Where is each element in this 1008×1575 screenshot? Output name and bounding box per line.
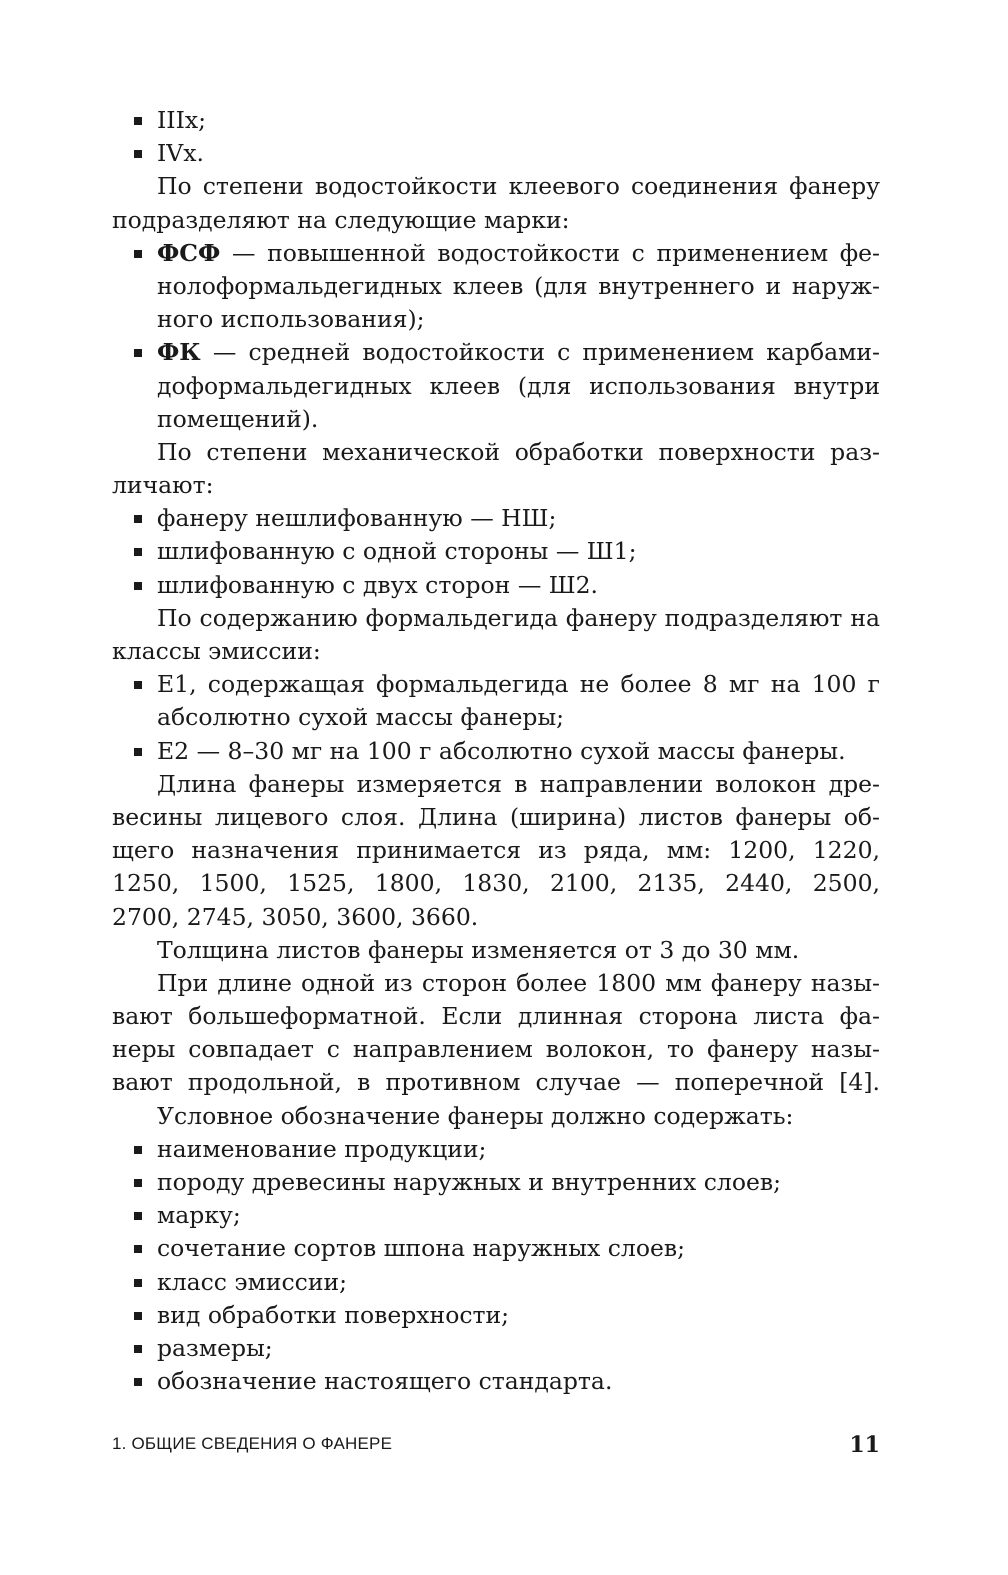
bullet-icon <box>134 1312 142 1320</box>
term-bold: ФСФ <box>157 238 221 267</box>
line-text: ного использования); <box>157 305 425 334</box>
list-item <box>112 1166 880 1199</box>
bullet-icon <box>134 150 142 158</box>
list-item <box>112 1199 880 1232</box>
paragraph-line <box>112 934 880 967</box>
list-item <box>112 569 880 602</box>
paragraph-line <box>112 801 880 834</box>
bullet-icon <box>134 349 142 357</box>
line-text: Е1, содержащая формальдегида не более 8 мг на 100 г <box>157 670 880 699</box>
line-text: породу древесины наружных и внутренних слоев; <box>157 1168 782 1196</box>
line-text: класс эмиссии; <box>157 1267 348 1296</box>
line-text: По степени водостойкости клеевого соединения фанеру <box>157 172 880 201</box>
line-text: марку; <box>157 1201 241 1230</box>
line-text: IVx. <box>157 139 204 168</box>
bullet-icon <box>134 1212 142 1220</box>
list-item <box>112 1266 880 1299</box>
page-number: 11 <box>849 1432 880 1458</box>
list-item <box>112 1133 880 1166</box>
paragraph-line <box>112 469 880 502</box>
line-text: наименование продукции; <box>157 1134 487 1163</box>
bullet-icon <box>134 250 142 258</box>
list-item <box>112 1232 880 1265</box>
list-item <box>112 1332 880 1365</box>
paragraph-line <box>112 436 880 469</box>
paragraph-line <box>112 834 880 867</box>
line-text: шлифованную с одной стороны — Ш1; <box>157 537 637 566</box>
line-text: вают большеформатной. Если длинная сторона листа фа- <box>112 1002 880 1031</box>
line-text: помещений). <box>157 404 319 433</box>
list-item-continuation <box>112 270 880 303</box>
line-text: — повышенной водостойкости с применением фе- <box>220 238 880 267</box>
list-item <box>112 1299 880 1332</box>
line-text: сочетание сортов шпона наружных слоев; <box>157 1234 686 1263</box>
list-item-continuation <box>112 370 880 403</box>
bullet-icon <box>134 681 142 689</box>
list-item <box>112 237 880 270</box>
line-text: Длина фанеры измеряется в направлении волокон дре- <box>157 769 880 798</box>
line-text: По степени механической обработки поверхности раз- <box>157 437 880 466</box>
line-text: классы эмиссии: <box>112 637 321 665</box>
bullet-icon <box>134 748 142 756</box>
line-text: Е2 — 8–30 мг на 100 г абсолютно сухой массы фанеры. <box>157 736 846 765</box>
line-text: фанеру нешлифованную — НШ; <box>157 504 557 533</box>
list-item-continuation <box>112 403 880 436</box>
bullet-icon <box>134 548 142 556</box>
paragraph-line <box>112 768 880 801</box>
paragraph-line <box>112 867 880 900</box>
line-text: обозначение настоящего стандарта. <box>157 1367 613 1396</box>
list-item-continuation <box>112 701 880 734</box>
bullet-icon <box>134 1245 142 1253</box>
list-item <box>112 336 880 369</box>
list-item <box>112 502 880 535</box>
paragraph-line <box>112 1000 880 1033</box>
bullet-icon <box>134 1146 142 1154</box>
paragraph-line <box>112 901 880 934</box>
line-text: нолоформальдегидных клеев (для внутреннего и наруж- <box>157 271 880 300</box>
line-text: вают продольной, в противном случае — поперечной [4]. <box>112 1068 880 1097</box>
paragraph-line <box>112 204 880 237</box>
line-text: Условное обозначение фанеры должно содержать: <box>157 1101 794 1130</box>
list-item <box>112 535 880 568</box>
paragraph-line <box>112 635 880 668</box>
line-text: шлифованную с двух сторон — Ш2. <box>157 570 599 599</box>
line-text: неры совпадает с направлением волокон, то фанеру назы- <box>112 1035 880 1064</box>
paragraph-line <box>112 1033 880 1066</box>
line-text: По содержанию формальдегида фанеру подразделяют на <box>157 603 880 632</box>
list-item <box>112 668 880 701</box>
line-text: Толщина листов фанеры изменяется от 3 до 30 мм. <box>157 935 800 964</box>
list-item <box>112 137 880 170</box>
line-text: 2700, 2745, 3050, 3600, 3660. <box>112 902 479 931</box>
paragraph-line <box>112 967 880 1000</box>
list-item <box>112 735 880 768</box>
paragraph-line <box>112 1066 880 1099</box>
bullet-icon <box>134 1345 142 1353</box>
bullet-icon <box>134 1179 142 1187</box>
bullet-icon <box>134 515 142 523</box>
list-item <box>112 104 880 137</box>
term-bold: ФК <box>157 338 201 367</box>
line-text: вид обработки поверхности; <box>157 1300 510 1329</box>
paragraph-line <box>112 170 880 203</box>
line-text: личают: <box>112 471 214 500</box>
line-text: щего назначения принимается из ряда, мм: 1200, 1220, <box>112 836 880 865</box>
line-text: абсолютно сухой массы фанеры; <box>157 703 565 732</box>
bullet-icon <box>134 117 142 125</box>
page-footer <box>112 1432 880 1462</box>
paragraph-line <box>112 1100 880 1133</box>
line-text: доформальдегидных клеев (для использования внутри <box>157 371 880 400</box>
line-text: При длине одной из сторон более 1800 мм фанеру назы- <box>157 968 880 997</box>
page-body <box>112 104 880 1398</box>
list-item-continuation <box>112 303 880 336</box>
bullet-icon <box>134 582 142 590</box>
list-item <box>112 1365 880 1398</box>
line-text: — средней водостойкости с применением карбами- <box>200 338 880 367</box>
paragraph-line <box>112 602 880 635</box>
line-text: подразделяют на следующие марки: <box>112 205 570 234</box>
line-text: весины лицевого слоя. Длина (ширина) листов фанеры об- <box>112 802 880 831</box>
line-text: IIIx; <box>157 106 207 134</box>
line-text: 1250, 1500, 1525, 1800, 1830, 2100, 2135, 2440, 2500, <box>112 869 880 898</box>
bullet-icon <box>134 1378 142 1386</box>
bullet-icon <box>134 1279 142 1287</box>
running-head: 1. ОБЩИЕ СВЕДЕНИЯ О ФАНЕРЕ <box>112 1434 393 1453</box>
line-text: размеры; <box>157 1333 273 1362</box>
